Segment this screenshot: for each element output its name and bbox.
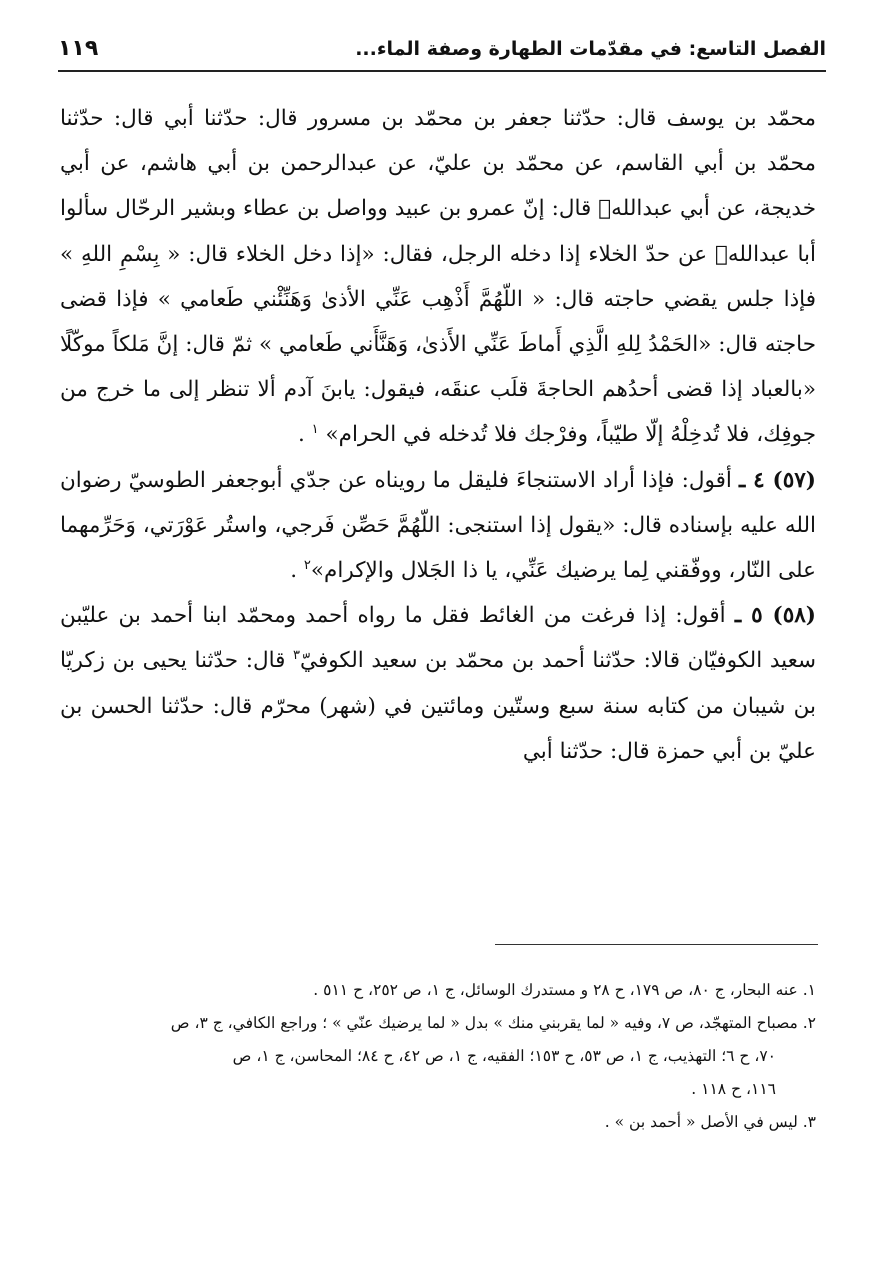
footnote-2 <box>60 1008 816 1038</box>
footnote-ref-1: ١ <box>311 422 319 438</box>
page-number: ١١٩ <box>58 36 99 61</box>
paragraph-3 <box>60 593 816 774</box>
running-header <box>58 28 826 72</box>
hadith-number-58: (٥٨) ٥ ـ <box>734 603 816 629</box>
main-text <box>60 96 816 774</box>
hadith-number-57: (٥٧) ٤ ـ <box>739 467 816 493</box>
footnote-2-line-1: ٢. مصباح المتهجّد، ص ٧، وفيه « لما يقربني منك » بدل « لما يرضيك عنّي » ؛ وراجع الكافي، ج ٣، ص <box>170 1014 816 1032</box>
footnote-2-line-2: ٧٠، ح ٦؛ التهذيب، ج ١، ص ٥٣، ح ١٥٣؛ الفقيه، ج ١، ص ٤٢، ح ٨٤؛ المحاسن، ج ١، ص <box>232 1047 776 1065</box>
footnote-ref-3: ٣ <box>293 648 301 664</box>
footnote-2-cont <box>60 1041 816 1071</box>
footnote-separator <box>495 944 818 945</box>
paragraph-2-text: أقول: فإذا أراد الاستنجاءَ فليقل ما رويناه عن جدّي أبوجعفر الطوسيّ رضوان الله عليه بإسناده قال: «يقول إذا استنجى: اللّهُمَّ حَصِّن فَرجي، واستُر عَوْرَتي، وَحَرِّمهما على النّار، ووفّقني لِما يرضيك عَنِّي، يا ذا الجَلال والإكرام» <box>60 467 816 584</box>
paragraph-1-text: محمّد بن يوسف قال: حدّثنا جعفر بن محمّد بن مسرور قال: حدّثنا أبي قال: حدّثنا محمّد بن أبي القاسم، عن محمّد بن عليّ، عن عبدالرحمن بن أبي هاشم، عن أبي خديجة، عن أبي عبدالله﷣ قال: إنّ عمرو بن عبيد وواصل بن عطاء وبشير الرحّال سألوا أبا عبدالله﷣ عن حدّ الخلاء إذا دخله الرجل، فقال: «إذا دخل الخلاء قال: « بِسْمِ اللهِ » فإذا جلس يقضي حاجته قال: « اللّهُمَّ أَذْهِب عَنِّي الأذىٰ وَهَنِّئْني طَعامي » فإذا قضى حاجته قال: «الحَمْدُ لِلهِ الَّذِي أَماطَ عَنِّي الأَذىٰ، وَهَنَّأَني طَعامي » ثمّ قال: إنَّ مَلكاً موكّلًا «بالعباد إذا قضى أحدُهم الحاجةَ قلَب عنقَه، فيقول: يابنَ آدم ألا تنظر إلى ما خرج من جوفِك، فلا تُدخِلْهُ إلّا طيّباً، وفرْجك فلا تُدخله في الحرام» <box>60 106 816 448</box>
footnote-3: ٣. ليس في الأصل « أحمد بن » . <box>604 1113 816 1131</box>
footnote-2-line-3: ١١٦، ح ١١٨ . <box>691 1080 776 1098</box>
footnote-ref-2: ٢ <box>303 557 311 573</box>
paragraph-3-text-b: قال: حدّثنا يحيى بن زكريّا بن شيبان من كتابه سنة سبع وستّين ومائتين في (شهر) محرّم قال: حدّثنا الحسن بن عليّ بن أبي حمزة قال: حدّثنا أبي <box>60 648 816 764</box>
footnotes <box>60 975 816 1140</box>
chapter-title: الفصل التاسع: في مقدّمات الطهارة وصفة الماء... <box>355 38 826 60</box>
paragraph-2: (٥٧) ٤ ـ أقول: فإذا أراد الاستنجاءَ فليقل ما رويناه عن جدّي أبوجعفر الطوسيّ رضوان الله عليه بإسناده قال: «يقول إذا استنجى: اللّهُمَّ حَصِّن فَرجي، واستُر عَوْرَتي، وَحَرِّمهما على النّار، ووفّقني لِما يرضيك عَنِّي، يا ذا الجَلال والإكرام»$^٢$ . <box>60 467 816 584</box>
footnote-2-cont-2 <box>60 1074 816 1104</box>
paragraph-1: محمّد بن يوسف قال: حدّثنا جعفر بن محمّد بن مسرور قال: حدّثنا أبي قال: حدّثنا محمّد بن أبي القاسم، عن محمّد بن عليّ، عن عبدالرحمن بن أبي هاشم، عن أبي خديجة، عن أبي عبدالله﷣ قال: إنّ عمرو بن عبيد وواصل بن عطاء وبشير الرحّال سألوا أبا عبدالله﷣ عن حدّ الخلاء إذا دخله الرجل، فقال: «إذا دخل الخلاء قال: « بِسْمِ اللهِ » فإذا جلس يقضي حاجته قال: « اللّهُمَّ أَذْهِب عَنِّي الأذىٰ وَهَنِّئْني طَعامي » فإذا قضى حاجته قال: «الحَمْدُ لِلهِ الَّذِي أَماطَ عَنِّي الأَذىٰ، وَهَنَّأَني طَعامي » ثمّ قال: إنَّ مَلكاً موكّلًا «بالعباد إذا قضى أحدُهم الحاجةَ قلَب عنقَه، فيقول: يابنَ آدم ألا تنظر إلى ما خرج من جوفِك، فلا تُدخِلْهُ إلّا طيّباً، وفرْجك فلا تُدخله في الحرام» $^١$ . <box>60 106 816 448</box>
paragraph-3-text-a: أقول: إذا فرغت من الغائط فقل ما رواه أحمد ومحمّد ابنا أحمد بن عليّبن سعيد الكوفيّان قالا: حدّثنا أحمد بن محمّد بن سعيد الكوفيّ <box>60 603 816 674</box>
footnote-1: ١. عنه البحار، ج ٨٠، ص ١٧٩، ح ٢٨ و مستدرك الوسائل، ج ١، ص ٢٥٢، ح ٥١١ . <box>313 981 816 999</box>
